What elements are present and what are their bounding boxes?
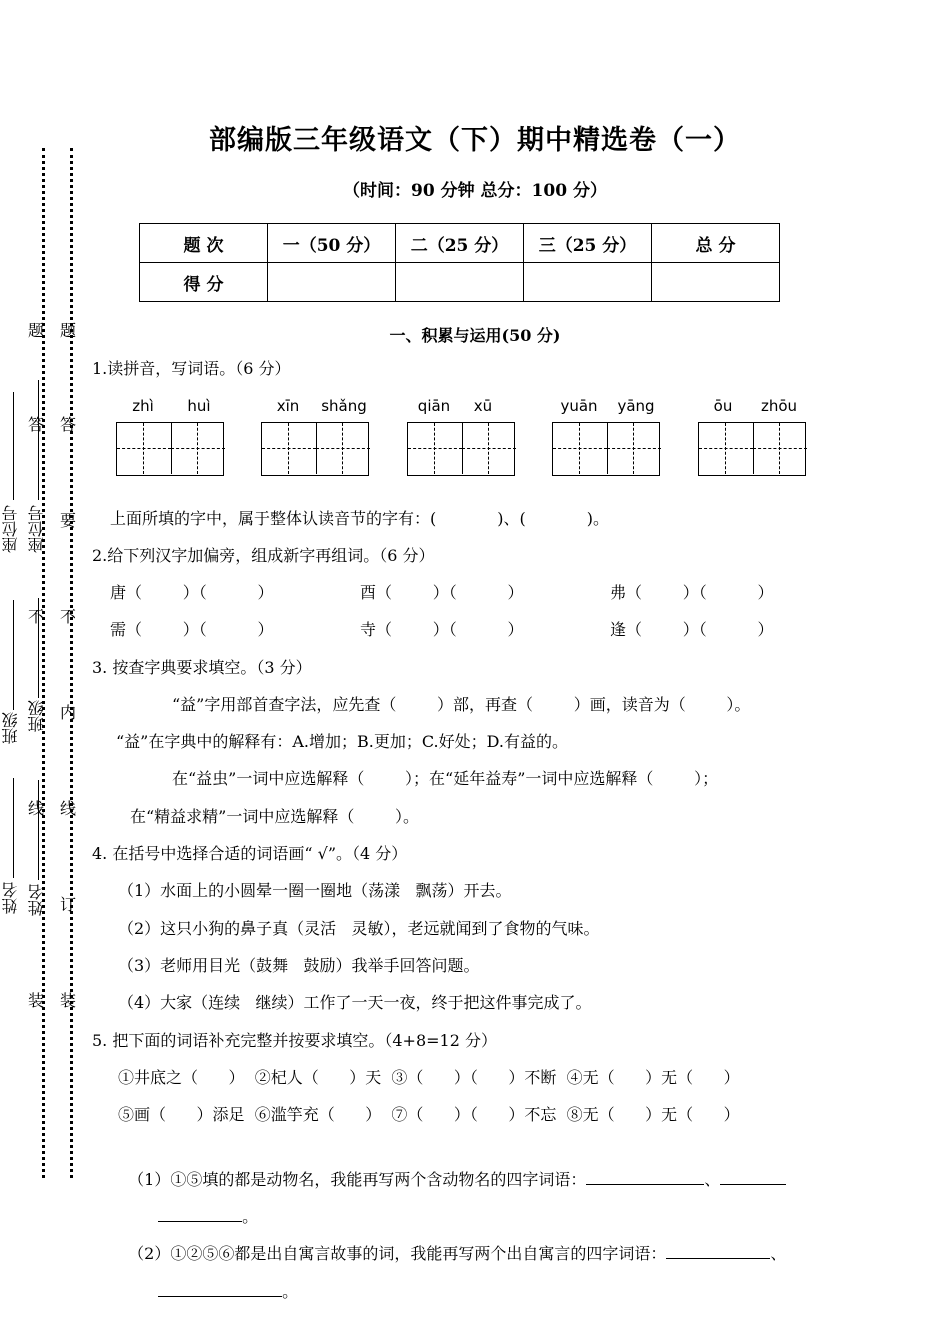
score-header-total: 总 分 — [652, 224, 780, 263]
seat-label-inner: 座位号 — [27, 505, 46, 553]
pinyin-3b: xū — [473, 397, 493, 415]
score-table-row — [140, 263, 780, 302]
writing-grid[interactable] — [552, 422, 660, 476]
q3-prompt: 3. 按查字典要求填空。（3 分） — [92, 658, 312, 677]
q2-item: 逢（ ）（ ） — [610, 620, 774, 639]
seal-char-da-2: 答 — [60, 415, 77, 434]
q5-sub1-separator: 、 — [704, 1170, 721, 1189]
seal-char-ti-2: 题 — [60, 321, 77, 340]
seal-char-nei: 内 — [60, 703, 77, 722]
writing-grid[interactable] — [698, 422, 806, 476]
q5-sub2-cont — [148, 1256, 298, 1303]
q5-sub2-end: 。 — [282, 1282, 299, 1301]
score-cell-part3[interactable] — [524, 263, 652, 302]
q2-item: 寺（ ）（ ） — [360, 620, 524, 639]
writing-grid[interactable] — [116, 422, 224, 476]
page-title: 部编版三年级语文（下）期中精选卷（一） — [209, 125, 741, 156]
pinyin-3a: qiān — [417, 397, 451, 415]
binding-line-right — [70, 148, 73, 1178]
score-header-item: 题 次 — [140, 224, 268, 263]
section-title: 一、积累与运用(50 分) — [389, 326, 561, 345]
class-blank-line — [13, 600, 14, 710]
q3-line1: “益”字用部首查字法，应先查（ ）部，再查（ ）画，读音为（ ）。 — [172, 695, 751, 714]
seal-char-bu-2: 不 — [60, 607, 77, 626]
q2-item: 唐（ ）（ ） — [110, 583, 274, 602]
seal-char-ti: 题 — [28, 321, 45, 340]
seal-char-xian-2: 线 — [60, 799, 77, 818]
answer-blank[interactable] — [586, 1166, 704, 1185]
q4-prompt: 4. 在括号中选择合适的词语画“ √”。（4 分） — [92, 844, 408, 863]
seat-blank-line-inner — [38, 380, 39, 500]
name-blank-line-inner — [38, 780, 39, 880]
score-cell-part1[interactable] — [268, 263, 396, 302]
class-label-inner: 班级 — [27, 700, 46, 732]
q3-line3: 在“益虫”一词中应选解释（ ）；在“延年益寿”一词中应选解释（ ）； — [172, 769, 719, 788]
seat-label: 座位号 — [1, 505, 20, 553]
q5-sub2-text: （2）①②⑤⑥都是出自寓言故事的词，我能再写两个出自寓言的四字词语： — [128, 1244, 667, 1263]
q5-row1: ①井底之（ ） ②杞人（ ）天 ③（ ）（ ）不断 ④无（ ）无（ ） — [118, 1068, 740, 1087]
q2-item: 需（ ）（ ） — [110, 620, 274, 639]
score-table-header-row — [140, 224, 780, 263]
score-cell-total[interactable] — [652, 263, 780, 302]
pinyin-4b: yāng — [617, 397, 655, 415]
q4-item: （2）这只小狗的鼻子真（灵活 灵敏），老远就闻到了食物的气味。 — [118, 919, 600, 938]
exam-info: （时间：90 分钟 总分：100 分） — [343, 181, 607, 201]
pinyin-2b: shǎng — [321, 397, 367, 415]
score-cell-part2[interactable] — [396, 263, 524, 302]
answer-blank[interactable] — [158, 1278, 282, 1297]
seal-char-bu: 不 — [28, 607, 45, 626]
seal-char-zhuang: 装 — [28, 991, 45, 1010]
q1-followup: 上面所填的字中，属于整体认读音节的字有：( )、( )。 — [110, 509, 610, 528]
seal-char-ding: 订 — [60, 895, 77, 914]
q3-line4: 在“精益求精”一词中应选解释（ ）。 — [130, 807, 420, 826]
binding-line-left — [42, 148, 45, 1178]
score-header-part3: 三（25 分） — [524, 224, 652, 263]
score-row-label: 得 分 — [140, 263, 268, 302]
score-header-part1: 一（50 分） — [268, 224, 396, 263]
q1-prompt: 1.读拼音，写词语。（6 分） — [92, 359, 291, 378]
pinyin-1b: huì — [187, 397, 211, 415]
q2-item: 弗（ ）（ ） — [610, 583, 774, 602]
seal-char-yao: 要 — [60, 511, 77, 530]
seal-char-xian: 线 — [28, 799, 45, 818]
answer-blank[interactable] — [666, 1240, 770, 1259]
writing-grid[interactable] — [261, 422, 369, 476]
q3-line2: “益”在字典中的解释有：A.增加；B.更加；C.好处；D.有益的。 — [116, 732, 568, 751]
q5-row2: ⑤画（ ）添足 ⑥滥竽充（ ） ⑦（ ）（ ）不忘 ⑧无（ ）无（ ） — [118, 1105, 740, 1124]
seal-char-zhuang-2: 装 — [60, 991, 77, 1010]
seat-blank-line — [13, 392, 14, 500]
q5-sub1-text: （1）①⑤填的都是动物名，我能再写两个含动物名的四字词语： — [128, 1170, 587, 1189]
q5-prompt: 5. 把下面的词语补充完整并按要求填空。（4+8=12 分） — [92, 1031, 497, 1050]
pinyin-1a: zhì — [132, 397, 154, 415]
q2-prompt: 2.给下列汉字加偏旁，组成新字再组词。（6 分） — [92, 546, 435, 565]
pinyin-5a: ōu — [713, 397, 733, 415]
q4-item: （3）老师用目光（鼓舞 鼓励）我举手回答问题。 — [118, 956, 480, 975]
name-label-inner: 姓名 — [27, 884, 46, 916]
class-label: 班级 — [1, 712, 20, 744]
seal-char-da: 答 — [28, 415, 45, 434]
score-table — [139, 223, 780, 302]
answer-blank[interactable] — [720, 1166, 786, 1185]
q5-sub2-separator: 、 — [770, 1244, 787, 1263]
pinyin-4a: yuān — [560, 397, 598, 415]
pinyin-2a: xīn — [276, 397, 300, 415]
name-blank-line — [13, 778, 14, 878]
q5-sub1-end: 。 — [242, 1207, 259, 1226]
name-label: 姓名 — [1, 882, 20, 914]
q2-item: 酉（ ）（ ） — [360, 583, 524, 602]
writing-grid[interactable] — [407, 422, 515, 476]
pinyin-5b: zhōu — [760, 397, 798, 415]
score-header-part2: 二（25 分） — [396, 224, 524, 263]
q4-item: （1）水面上的小圆晕一圈一圈地（荡漾 飘荡）开去。 — [118, 881, 512, 900]
q4-item: （4）大家（连续 继续）工作了一天一夜，终于把这件事完成了。 — [118, 993, 592, 1012]
